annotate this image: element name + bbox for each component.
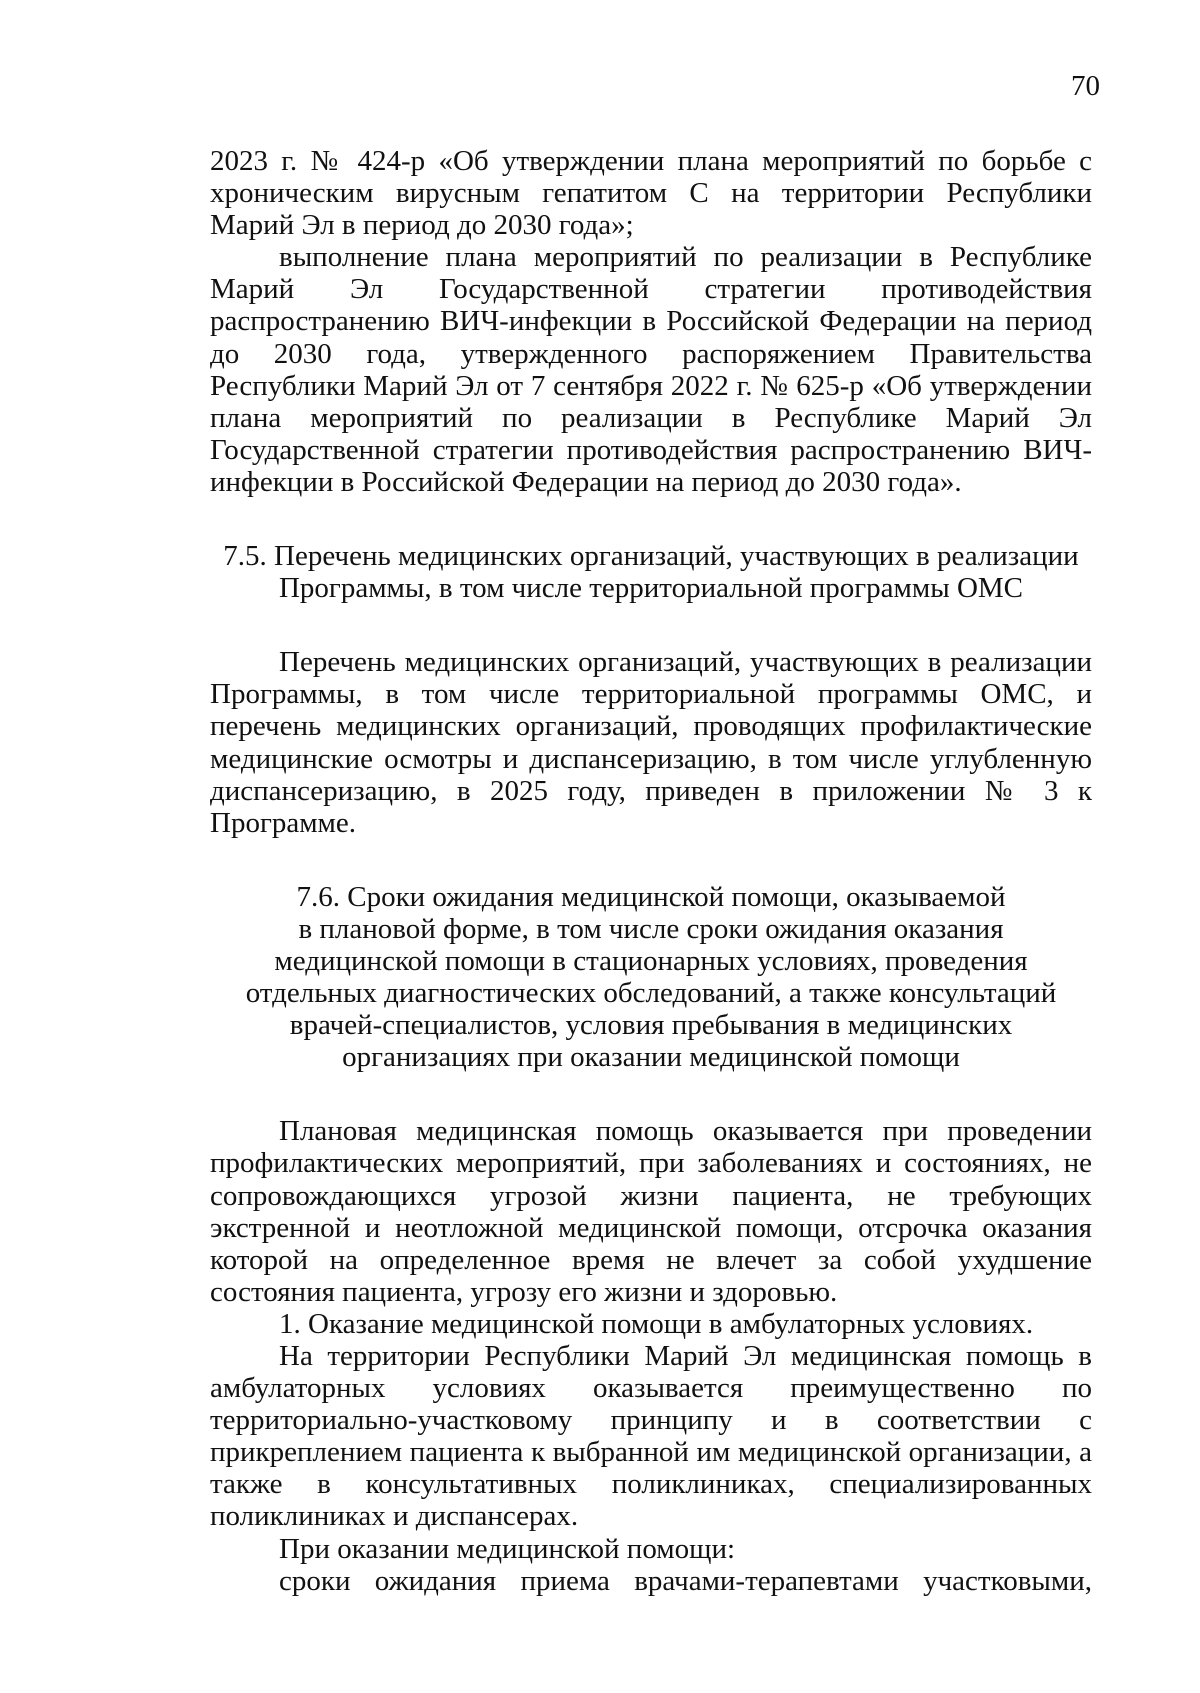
- heading-line: организациях при оказании медицинской помощи: [342, 1041, 960, 1074]
- paragraph-hiv-plan: выполнение плана мероприятий по реализации в Республике Марий Эл Государственной стратегии противодействия распространению ВИЧ-инфекции в Российской Федерации на период до 2030 года, утвержденного распоряжением Правительства Республики Марий Эл от 7 сентября 2022 г. № 625-р «Об утверждении плана мероприятий по реализации в Республике Марий Эл Государственной стратегии противодействия распространению ВИЧ-инфекции в Российской Федерации на период до 2030 года».: [210, 241, 1092, 498]
- heading-line: медицинской помощи в стационарных условиях, проведения: [274, 944, 1028, 977]
- paragraph-continuation: 2023 г. № 424-р «Об утверждении плана мероприятий по борьбе с хроническим вирусным гепатитом С на территории Республики Марий Эл в период до 2030 года»;: [210, 145, 1092, 242]
- paragraph-organizations-list: Перечень медицинских организаций, участвующих в реализации Программы, в том числе территориальной программы ОМС, и перечень медицинских организаций, проводящих профилактические медицинские осмотры и диспансеризацию, в том числе углубленную диспансеризацию, в 2025 году, приведен в приложении № 3 к Программе.: [210, 646, 1092, 839]
- spacer: [210, 498, 1092, 540]
- paragraph-when-providing: При оказании медицинской помощи:: [279, 1532, 736, 1565]
- heading-line: 7.6. Сроки ожидания медицинской помощи, оказываемой: [296, 880, 1006, 913]
- heading-line: отдельных диагностических обследований, а также консультаций: [245, 977, 1057, 1010]
- document-body: [210, 145, 1092, 1597]
- heading-line: 7.5. Перечень медицинских организаций, участвующих в реализации: [223, 540, 1079, 573]
- spacer: [210, 839, 1092, 881]
- paragraph-outpatient-title: 1. Оказание медицинской помощи в амбулаторных условиях.: [279, 1307, 1034, 1340]
- page-number: 70: [1071, 70, 1100, 102]
- heading-line: Программы, в том числе территориальной программы ОМС: [278, 572, 1024, 605]
- paragraph-planned-care: Плановая медицинская помощь оказывается при проведении профилактических мероприятий, при заболеваниях и состояниях, не сопровождающихся угрозой жизни пациента, не требующих экстренной и неотложной медицинской помощи, отсрочка оказания которой на определенное время не влечет за собой ухудшение состояния пациента, угрозу его жизни и здоровью.: [210, 1115, 1092, 1308]
- spacer: [210, 1073, 1092, 1115]
- spacer: [210, 604, 1092, 646]
- heading-line: в плановой форме, в том числе сроки ожидания оказания: [298, 912, 1004, 945]
- heading-line: врачей-специалистов, условия пребывания в медицинских: [289, 1009, 1013, 1042]
- section-heading-7-6: [210, 881, 1092, 1074]
- section-heading-7-5: [210, 540, 1092, 604]
- paragraph-outpatient-principle: На территории Республики Марий Эл медицинская помощь в амбулаторных условиях оказывается преимущественно по территориально-участковому принципу и в соответствии с прикреплением пациента к выбранной им медицинской организации, а также в консультативных поликлиниках, специализированных поликлиниках и диспансерах.: [210, 1340, 1092, 1533]
- paragraph-waiting-times: сроки ожидания приема врачами-терапевтами участковыми,: [279, 1564, 1092, 1597]
